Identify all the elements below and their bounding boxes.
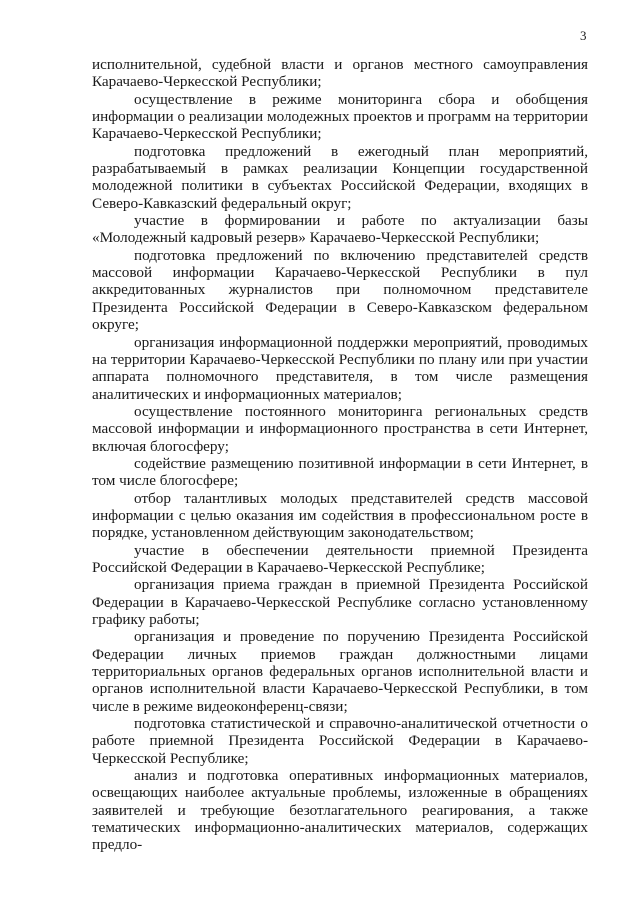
paragraph-2: осуществление в режиме мониторинга сбора и обобщения информации о реализации молодежных проектов и программ на территории Карачаево-Черкесской Республики; (92, 90, 588, 143)
paragraph-13: подготовка статистической и справочно-аналитической отчетности о работе приемной Президента Российской Федерации в Карачаево-Черкесской Республике; (92, 715, 588, 767)
document-body (92, 56, 588, 854)
paragraph-5: подготовка предложений по включению представителей средств массовой информации Карачаево-Черкесской Республики в пул аккредитованных журналистов при полномочном представителе Президента Российской Федерации в Северо-Кавказском федеральном округе; (92, 246, 588, 334)
paragraph-11: организация приема граждан в приемной Президента Российской Федерации в Карачаево-Черкесской Республике согласно установленному графику работы; (92, 576, 588, 628)
paragraph-10: участие в обеспечении деятельности приемной Президента Российской Федерации в Карачаево-Черкесской Республике; (92, 541, 588, 576)
paragraph-7: осуществление постоянного мониторинга региональных средств массовой информации и информационного пространства в сети Интернет, включая блогосферу; (92, 402, 588, 455)
paragraph-9: отбор талантливых молодых представителей средств массовой информации с целью оказания им содействия в профессиональном росте в порядке, установленном действующим законодательством; (92, 489, 588, 542)
paragraph-3: подготовка предложений в ежегодный план мероприятий, разрабатываемый в рамках реализации Концепции государственной молодежной политики в субъектах Российской Федерации, входящих в Северо-Кавказский федеральный округ; (92, 142, 588, 212)
paragraph-14: анализ и подготовка оперативных информационных материалов, освещающих наиболее актуальные проблемы, изложенные в обращениях заявителей и требующие безотлагательного реагирования, а также тематических информационно-аналитических материалов, содержащих предло- (92, 767, 588, 854)
paragraph-1: исполнительной, судебной власти и органов местного самоуправления Карачаево-Черкесской Республики; (92, 56, 588, 91)
paragraph-12: организация и проведение по поручению Президента Российской Федерации личных приемов граждан должностными лицами территориальных органов федеральных органов исполнительной власти и органов исполнительной власти Карачаево-Черкесской Республики, в том числе в режиме видеоконференц-связи; (92, 628, 588, 715)
page-number: 3 (580, 28, 587, 43)
paragraph-4: участие в формировании и работе по актуализации базы «Молодежный кадровый резерв» Карачаево-Черкесской Республики; (92, 212, 588, 247)
paragraph-6: организация информационной поддержки мероприятий, проводимых на территории Карачаево-Черкесской Республики по плану или при участии аппарата полномочного представителя, в том числе размещения аналитических и информационных материалов; (92, 333, 588, 403)
paragraph-8: содействие размещению позитивной информации в сети Интернет, в том числе блогосфере; (92, 454, 588, 490)
